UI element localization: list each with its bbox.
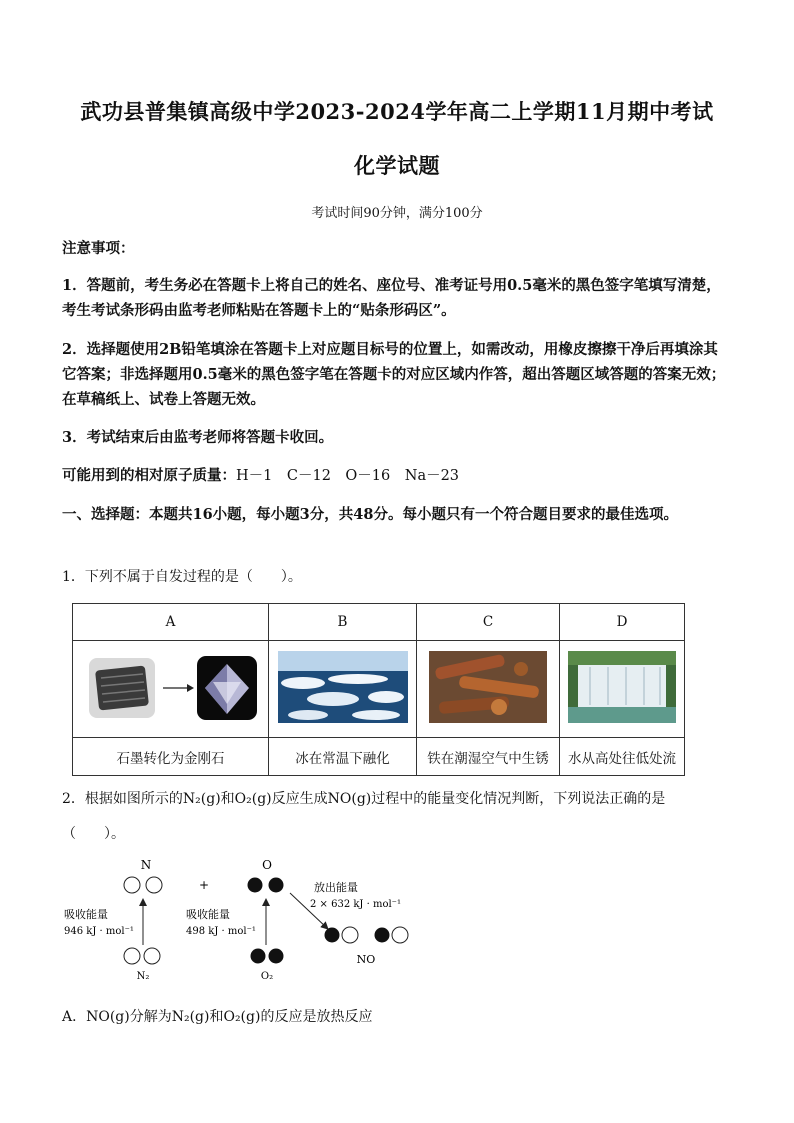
exam-info: 考试时间90分钟，满分100分 [311,206,483,221]
option-b-header: B [269,604,417,641]
release-label: 放出能量 [314,881,358,894]
label-n: N [140,858,152,872]
graphite-to-diamond-picture [83,652,258,722]
question-2-stem-paren: （ ）。 [62,826,125,842]
no-n-atom-1 [342,927,358,943]
no-o-atom-1 [325,928,340,943]
atomic-mass-label: 可能用到的相对原子质量： [62,467,236,484]
option-d-caption: 水从高处往低处流 [560,738,685,776]
question-1-stem: 1．下列不属于自发过程的是（ ）。 [62,569,302,585]
rusty-iron-picture [429,651,547,723]
label-n2: N₂ [136,971,150,982]
option-a-image [73,641,269,738]
notes-heading: 注意事项： [62,240,135,257]
plus-sign: + [198,878,210,892]
o-atom-1 [248,878,263,893]
waterfall-picture [568,651,676,723]
absorb-label-1: 吸收能量 [64,908,108,921]
label-o: O [262,858,272,872]
option-a-caption: 石墨转化为金刚石 [73,738,269,776]
note-1: 1．答题前，考生务必在答题卡上将自己的姓名、座位号、准考证号用0.5毫米的黑色签字笔填写清楚，考生考试条形码由监考老师粘贴在答题卡上的“贴条形码区”。 [62,277,721,319]
n2-atom-2 [144,948,160,964]
n-atom-2 [146,877,162,893]
option-d-image [560,641,685,738]
o-atom-2 [269,878,284,893]
question-2-option-a: A．NO(g)分解为N₂(g)和O₂(g)的反应是放热反应 [62,1009,373,1025]
exam-title: 武功县普集镇高级中学2023-2024学年高二上学期11月期中考试 [80,99,714,124]
option-c-header: C [417,604,560,641]
absorb-value-2: 498 kJ · mol⁻¹ [186,926,256,937]
option-c-image [417,641,560,738]
no-o-atom-2 [375,928,390,943]
energy-change-diagram [62,845,482,985]
subject-title: 化学试题 [354,153,440,178]
note-3: 3．考试结束后由监考老师将答题卡收回。 [62,429,334,446]
option-a-header: A [73,604,269,641]
absorb-value-1: 946 kJ · mol⁻¹ [64,926,134,937]
option-b-caption: 冰在常温下融化 [269,738,417,776]
atomic-mass-line [62,463,732,489]
option-c-caption: 铁在潮湿空气中生锈 [417,738,560,776]
no-n-atom-2 [392,927,408,943]
option-d-header: D [560,604,685,641]
label-o2: O₂ [260,971,274,982]
label-no: NO [356,953,376,966]
section-heading: 一、选择题：本题共16小题，每小题3分，共48分。每小题只有一个符合题目要求的最佳选项。 [62,506,678,523]
n2-atom-1 [124,948,140,964]
option-b-image [269,641,417,738]
question-2-stem: 2．根据如图所示的N₂(g)和O₂(g)反应生成NO(g)过程中的能量变化情况判断，下列说法正确的是 [62,791,666,807]
note-2: 2．选择题使用2B铅笔填涂在答题卡上对应题目标号的位置上，如需改动，用橡皮擦擦干净后再填涂其它答案；非选择题用0.5毫米的黑色签字笔在答题卡的对应区域内作答，超出答题区域答题的答案无效；在草稿纸上、试卷上答题无效。 [62,341,726,408]
question-1-options-table [72,603,685,776]
o2-atom-1 [251,949,266,964]
o2-atom-2 [269,949,284,964]
release-value: 2 × 632 kJ · mol⁻¹ [310,899,401,910]
melting-ice-picture [278,651,408,723]
absorb-label-2: 吸收能量 [186,908,230,921]
n-atom-1 [124,877,140,893]
atomic-mass-values: H－1 C－12 O－16 Na－23 [236,468,460,484]
